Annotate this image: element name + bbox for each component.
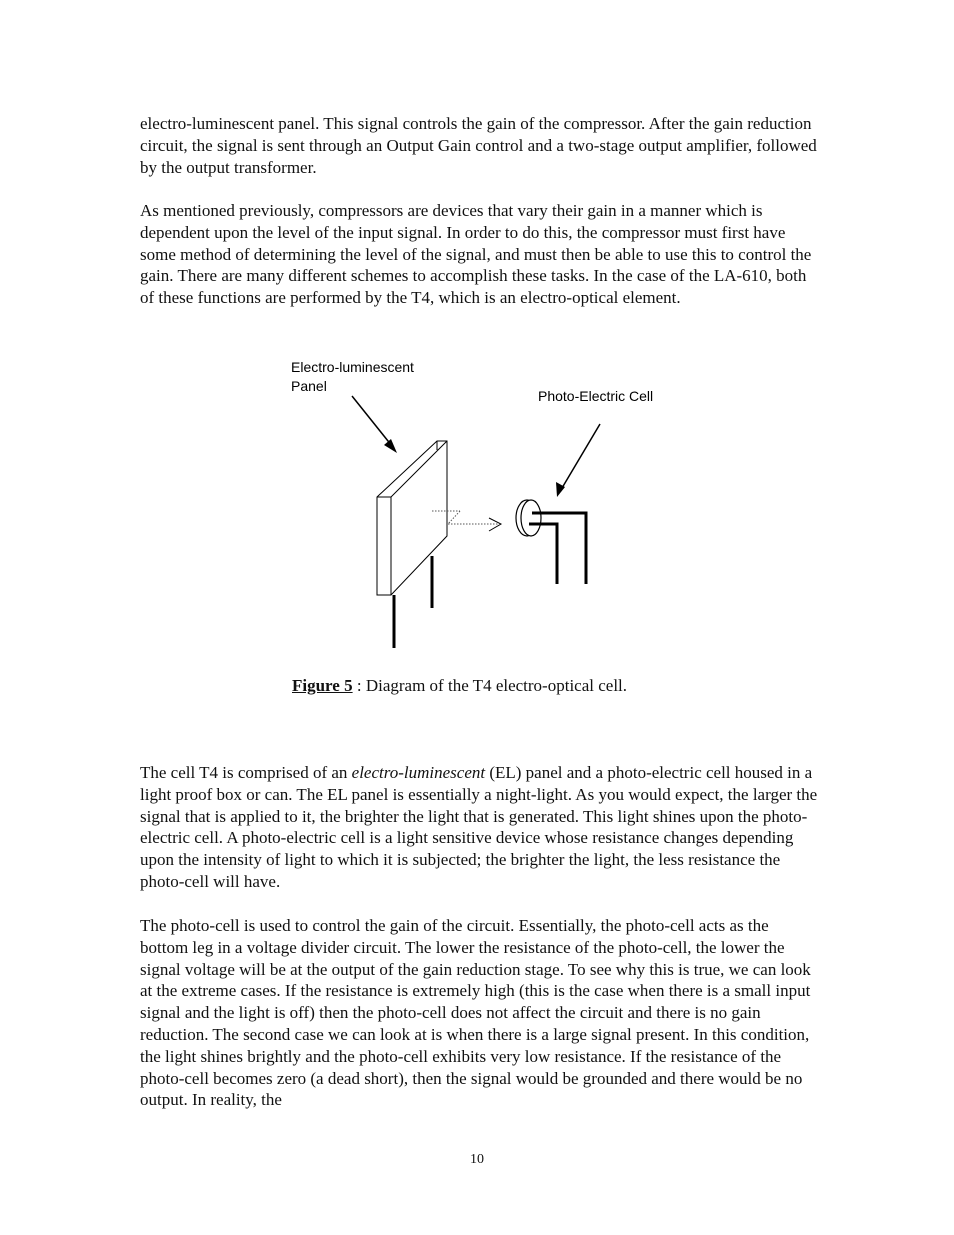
el-panel-label-line2: Panel — [291, 378, 327, 394]
el-panel — [377, 441, 447, 595]
paragraph-4 — [140, 915, 820, 1111]
page-number: 10 — [470, 1152, 484, 1167]
el-panel-label-line1: Electro-luminescent — [291, 359, 414, 375]
paragraph-2-text: As mentioned previously, compressors are devices that vary their gain in a manner which is dependent upon the level of the input signal. In order to do this, the compressor must first have some method of determining the level of the signal, and must then be able to use this to control the gain. There are many different schemes to accomplish these tasks. In the case of the LA-610, both of these functions are performed by the T4, which is an electro-optical element. — [140, 201, 812, 308]
el-panel-label — [291, 358, 414, 396]
paragraph-3-emphasis: electro-luminescent — [351, 763, 486, 782]
paragraph-4-text: The photo-cell is used to control the gain of the circuit. Essentially, the photo-cell acts as the bottom leg in a voltage divider circuit. The lower the resistance of the photo-cell, the lower the signal voltage will be at the output of the gain reduction stage. To see why this is true, we can look at the extreme cases. If the resistance is extremely high (this is the case when there is a small input signal and the light is off) then the photo-cell does not affect the circuit and there is no gain reduction. The second case we can look at is when there is a large signal present. In this condition, the light shines brightly and the photo-cell exhibits very low resistance. If the resistance of the photo-cell becomes zero (a dead short), then the signal would be grounded and there would be no output. In reality, the — [140, 916, 811, 1110]
paragraph-2 — [140, 200, 820, 309]
t4-cell-diagram — [270, 350, 690, 660]
el-panel-pointer-arrow — [352, 396, 397, 453]
photocell-label: Photo-Electric Cell — [538, 388, 654, 404]
paragraph-3-before: The cell T4 is comprised of an — [140, 763, 352, 782]
photocell-pointer-arrow — [556, 424, 600, 497]
figure-caption — [292, 676, 627, 696]
figure-label: Figure 5 — [292, 676, 353, 695]
figure-caption-text: : Diagram of the T4 electro-optical cell. — [352, 676, 628, 695]
paragraph-3-text — [140, 762, 820, 893]
paragraph-1 — [140, 113, 820, 178]
el-panel-body — [377, 441, 447, 595]
paragraph-1-text: electro-luminescent panel. This signal controls the gain of the compressor. After the gain reduction circuit, the signal is sent through an Output Gain control and a two-stage output amplifier, followed by the output transformer. — [140, 114, 817, 177]
photo-electric-cell — [516, 500, 586, 584]
paragraph-3-after: (EL) panel and a photo-electric cell housed in a light proof box or can. The EL panel is essentially a night-light. As you would expect, the larger the signal that is applied to it, the brighter the light that is generated. This light shines upon the photo-electric cell. A photo-electric cell is a light sensitive device whose resistance changes depending upon the intensity of light to which it is subjected; the brighter the light, the less resistance the photo-cell will have. — [140, 763, 818, 891]
paragraph-3 — [140, 762, 820, 893]
